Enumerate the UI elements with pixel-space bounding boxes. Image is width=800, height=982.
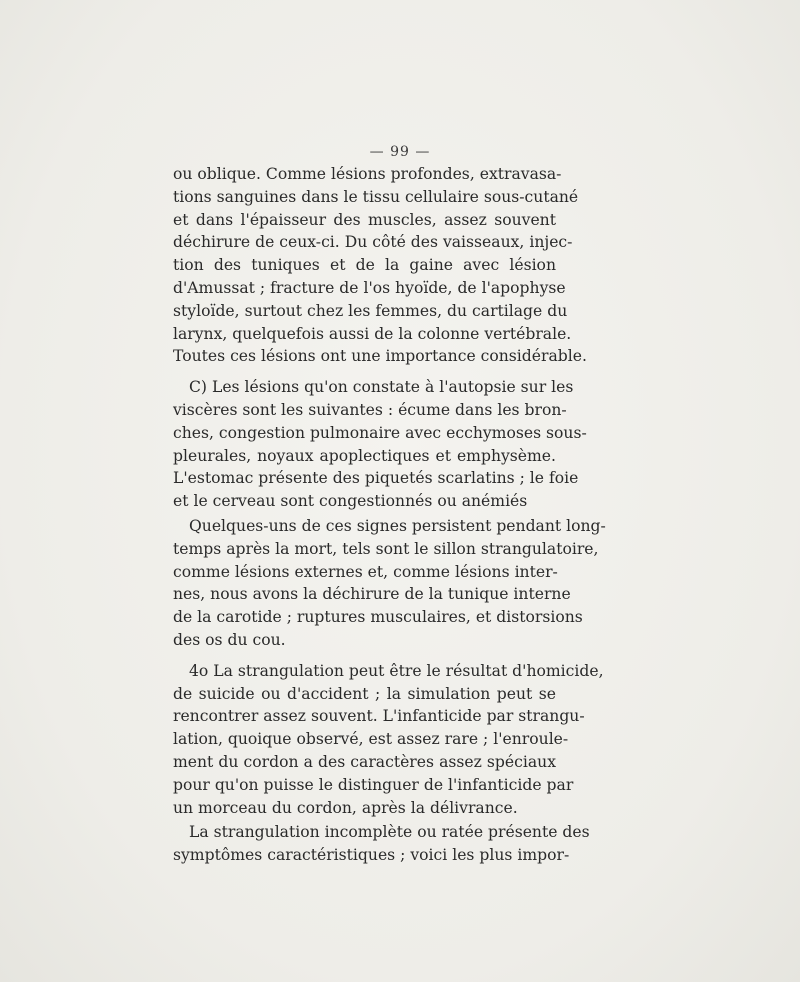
body-text xyxy=(173,163,606,867)
text-line: ment du cordon a des caractères assez spéciaux xyxy=(173,752,556,771)
paragraph-1 xyxy=(173,163,587,368)
text-line: pleurales, noyaux apoplectiques et emphysème. xyxy=(173,446,556,465)
text-line: symptômes caractéristiques ; voici les plus impor- xyxy=(173,846,570,865)
paragraph-2 xyxy=(173,376,587,513)
text-line: nes, nous avons la déchirure de la tunique interne xyxy=(173,585,571,604)
text-line: ou oblique. Comme lésions profondes, extravasa- xyxy=(173,165,562,183)
text-line: et dans l'épaisseur des muscles, assez souvent xyxy=(173,210,556,229)
text-line: C) Les lésions qu'on constate à l'autopsie sur les xyxy=(189,378,574,397)
text-line: comme lésions externes et, comme lésions inter- xyxy=(173,562,558,581)
text-line: un morceau du cordon, après la délivrance. xyxy=(173,798,518,817)
text-line: styloïde, surtout chez les femmes, du cartilage du xyxy=(173,301,568,320)
paragraph-5 xyxy=(173,821,590,867)
text-line: viscères sont les suivantes : écume dans les bron- xyxy=(173,400,567,419)
text-line: Toutes ces lésions ont une importance considérable. xyxy=(173,347,587,366)
text-line: temps après la mort, tels sont le sillon strangulatoire, xyxy=(173,539,599,558)
text-line: des os du cou. xyxy=(173,630,286,649)
text-line: L'estomac présente des piquetés scarlatins ; le foie xyxy=(173,469,579,488)
text-line: d'Amussat ; fracture de l'os hyoïde, de l'apophyse xyxy=(173,278,566,297)
page-number: — 99 — xyxy=(369,144,431,160)
text-line: et le cerveau sont congestionnés ou anémiés xyxy=(173,492,528,511)
text-line: tion des tuniques et de la gaine avec lésion xyxy=(173,256,556,275)
text-line: Quelques-uns de ces signes persistent pendant long- xyxy=(189,516,606,535)
text-line: larynx, quelquefois aussi de la colonne vertébrale. xyxy=(173,324,572,343)
text-line: déchirure de ceux-ci. Du côté des vaisseaux, injec- xyxy=(173,233,573,252)
text-line: 4o La strangulation peut être le résultat d'homicide, xyxy=(189,661,604,680)
text-line: de suicide ou d'accident ; la simulation peut se xyxy=(173,684,556,703)
paragraph-4 xyxy=(173,660,604,820)
text-line: La strangulation incomplète ou ratée présente des xyxy=(189,823,590,842)
text-line: ches, congestion pulmonaire avec ecchymoses sous- xyxy=(173,423,587,442)
text-line: lation, quoique observé, est assez rare ; l'enroule- xyxy=(173,730,569,749)
text-line: tions sanguines dans le tissu cellulaire sous-cutané xyxy=(173,187,579,206)
text-line: pour qu'on puisse le distinguer de l'infanticide par xyxy=(173,775,574,794)
text-line: rencontrer assez souvent. L'infanticide par strangu- xyxy=(173,707,585,726)
text-line: de la carotide ; ruptures musculaires, et distorsions xyxy=(173,608,583,627)
paragraph-3 xyxy=(173,515,606,652)
